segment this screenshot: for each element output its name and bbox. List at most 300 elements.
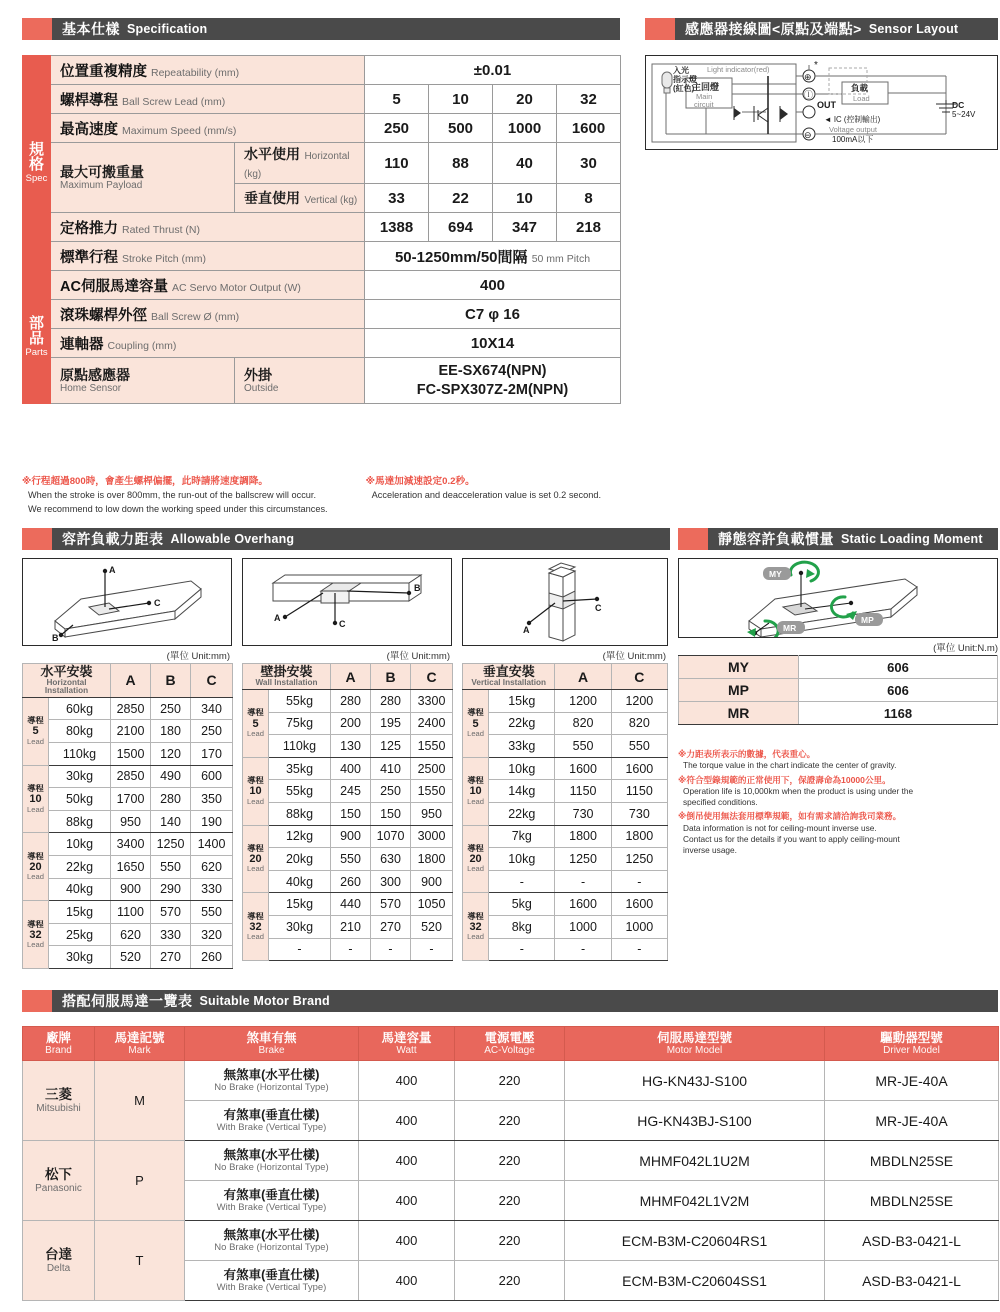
- header-col-a: A: [111, 664, 151, 698]
- table-overhang-vertical: [462, 663, 668, 961]
- cell-a: 520: [111, 946, 151, 969]
- cell-load: 75kg: [269, 712, 331, 735]
- brake-cell: [185, 1261, 359, 1301]
- header-en: Brand: [45, 1044, 72, 1056]
- value-lead-3: 32: [557, 85, 621, 114]
- label-light-indicator-cn1: 入光: [673, 66, 689, 75]
- watt-cell: 400: [359, 1061, 455, 1101]
- table-row: [23, 56, 621, 85]
- table-row: [243, 780, 453, 803]
- table-row: [23, 878, 233, 901]
- label-ic: ◄ IC (控制輸出): [824, 115, 881, 124]
- table-header-row: [23, 664, 233, 698]
- section-header-sensor-layout: [645, 18, 998, 40]
- group-label-parts-cn: 部品: [28, 314, 44, 347]
- section-header-specification: [22, 18, 620, 40]
- table-row: [463, 712, 668, 735]
- lead-cn: 導程: [27, 919, 44, 929]
- label-plus: ⊕: [804, 72, 812, 82]
- cell-load: 35kg: [269, 757, 331, 780]
- table-row: [243, 915, 453, 938]
- cell-b: 180: [151, 720, 191, 743]
- lead-cn: 導程: [247, 776, 264, 786]
- table-row: [23, 358, 621, 404]
- value-payload-v-2: 10: [493, 184, 557, 213]
- cell-load: 22kg: [49, 856, 111, 879]
- group-label-spec-en: Spec: [25, 173, 48, 185]
- cell-a: -: [555, 870, 611, 893]
- driver-model-cell: ASD-B3-0421-L: [825, 1221, 999, 1261]
- cell-a: 1650: [111, 856, 151, 879]
- value-thrust-2: 347: [493, 213, 557, 242]
- voltage-cell: 220: [455, 1261, 565, 1301]
- cell-load: 33kg: [489, 735, 555, 758]
- table-suitable-motor-brand: [22, 1026, 999, 1301]
- section-header-allowable-overhang: [22, 528, 670, 550]
- note-acceleration: [366, 475, 642, 516]
- value-speed-3: 1600: [557, 114, 621, 143]
- note-stroke-en1: When the stroke is over 800mm, the run-out of the ballscrew will occur.: [28, 490, 316, 501]
- cell-a: 2850: [111, 765, 151, 788]
- header-en: Vertical Installation: [471, 678, 547, 688]
- cell-c: 1000: [611, 915, 667, 938]
- lead-group-32: [463, 893, 489, 961]
- cell-load: 30kg: [49, 946, 111, 969]
- table-header-row: [243, 664, 453, 690]
- overhang-block-vertical: [462, 558, 668, 969]
- label-en: Ball Screw Ø (mm): [151, 310, 240, 323]
- value-coupling: 10X14: [365, 329, 621, 358]
- cell-a: 1800: [555, 825, 611, 848]
- lead-en: Lead: [467, 932, 485, 942]
- cell-b: 570: [151, 901, 191, 924]
- note-2-cn: ※符合型錄規範的正常使用下，保證壽命為10000公里。: [678, 774, 891, 785]
- unit-label-vertical: (單位 Unit:mm): [602, 651, 666, 662]
- brake-en: No Brake (Horizontal Type): [214, 1082, 329, 1094]
- section-title-cn: 靜態容許負載慣量: [718, 531, 834, 547]
- label-cn: AC伺服馬達容量: [60, 278, 168, 295]
- figure-label-a: A: [109, 565, 116, 575]
- header-col-b: B: [371, 664, 411, 690]
- accent-swatch: [22, 528, 52, 550]
- cell-b: 140: [151, 810, 191, 833]
- value-payload-h-0: 110: [365, 143, 429, 184]
- row-label-coupling: [51, 329, 365, 358]
- brake-cell: [185, 1101, 359, 1141]
- header-col-c: C: [611, 664, 667, 690]
- label-asterisk: *: [814, 60, 818, 71]
- row-label-home-sensor: [51, 358, 235, 404]
- group-label-spec-cn: 規格: [28, 140, 44, 173]
- value-speed-0: 250: [365, 114, 429, 143]
- watt-cell: 400: [359, 1221, 455, 1261]
- note-stroke: [22, 475, 348, 516]
- cell-load: 15kg: [489, 690, 555, 713]
- lead-en: Lead: [247, 864, 264, 874]
- table-row: [23, 242, 621, 271]
- figure-label-c: C: [595, 603, 602, 613]
- row-label-max-payload: [51, 143, 235, 213]
- lead-number: 5: [32, 725, 39, 738]
- header-cn: 垂直安裝: [482, 664, 535, 680]
- label-l: ⓛ: [804, 90, 814, 100]
- lead-number: 10: [29, 793, 42, 806]
- cell-a: 260: [331, 870, 371, 893]
- table-row: [463, 870, 668, 893]
- section-title-bar: [675, 18, 998, 40]
- cell-a: 440: [331, 893, 371, 916]
- brake-cell: [185, 1141, 359, 1181]
- section-header-static-loading-moment: [678, 528, 998, 550]
- cell-load: 5kg: [489, 893, 555, 916]
- lead-group-32: [23, 901, 49, 969]
- watt-cell: 400: [359, 1181, 455, 1221]
- cell-c: 1550: [411, 780, 453, 803]
- table-row: [23, 143, 621, 184]
- table-row: [463, 848, 668, 871]
- cell-b: 250: [371, 780, 411, 803]
- label-dc: DC: [952, 100, 965, 110]
- lead-cn: 導程: [467, 911, 484, 921]
- cell-a: 210: [331, 915, 371, 938]
- cell-c: 950: [411, 802, 453, 825]
- cell-a: 2850: [111, 697, 151, 720]
- value-motor-output: 400: [365, 271, 621, 300]
- value-lead-0: 5: [365, 85, 429, 114]
- lead-en: Lead: [247, 796, 264, 806]
- header-cn: 廠牌: [45, 1030, 71, 1045]
- moment-key-mr: MR: [679, 702, 799, 725]
- table-row: [463, 915, 668, 938]
- brand-cell-delta: [23, 1221, 95, 1301]
- cell-load: 25kg: [49, 923, 111, 946]
- lead-cn: 導程: [247, 843, 264, 853]
- label-light-indicator-cn2: 指示燈: [673, 75, 697, 84]
- table-header-row: [463, 664, 668, 690]
- header-cn: 伺服馬達型號: [656, 1030, 732, 1045]
- cell-a: 130: [331, 735, 371, 758]
- brand-en: Delta: [46, 1262, 71, 1274]
- cell-b: 195: [371, 712, 411, 735]
- brand-en: Mitsubishi: [36, 1102, 81, 1114]
- label-en: Horizontal (kg): [244, 151, 350, 180]
- figure-label-c: C: [154, 598, 161, 608]
- sensor-diagram-svg: [646, 56, 997, 149]
- lead-group-10: [463, 757, 489, 825]
- note-3-cn: ※倒吊使用無法套用標準規範，如有需求請洽詢我司業務。: [678, 811, 902, 822]
- header-cn: 壁掛安裝: [260, 664, 313, 680]
- brake-cell: [185, 1181, 359, 1221]
- motor-model-cell: HG-KN43BJ-S100: [565, 1101, 825, 1141]
- header-en: Mark: [128, 1044, 151, 1056]
- accent-swatch: [645, 18, 675, 40]
- section-title-bar: [52, 990, 998, 1012]
- cell-a: 900: [331, 825, 371, 848]
- group-label-parts: [23, 271, 51, 404]
- stroke-sub: 50 mm Pitch: [531, 252, 591, 265]
- cell-b: 550: [151, 856, 191, 879]
- table-row: [463, 893, 668, 916]
- cell-c: 1400: [191, 833, 233, 856]
- cell-c: 3000: [411, 825, 453, 848]
- note-3-en-1: Contact us for the details if you want to apply ceiling-mount: [683, 834, 900, 845]
- cell-b: 570: [371, 893, 411, 916]
- cell-a: 1600: [555, 757, 611, 780]
- group-label-parts-en: Parts: [25, 347, 48, 359]
- cell-c: -: [411, 938, 453, 961]
- header-install-type-vertical: [463, 664, 555, 690]
- header-en: AC-Voltage: [484, 1044, 535, 1056]
- label-en: Repeatability (mm): [151, 66, 240, 79]
- value-home-sensor: [365, 358, 621, 404]
- header-en: Wall Installation: [255, 678, 318, 688]
- cell-load: 55kg: [269, 690, 331, 713]
- lead-group-20: [243, 825, 269, 893]
- value-ball-screw-dia: C7 φ 16: [365, 300, 621, 329]
- cell-load: 40kg: [269, 870, 331, 893]
- table-row: [243, 893, 453, 916]
- section-title-en: Sensor Layout: [868, 22, 959, 36]
- cell-b: 490: [151, 765, 191, 788]
- lead-en: Lead: [467, 728, 485, 738]
- cell-a: 3400: [111, 833, 151, 856]
- label-light-indicator-cn3: (紅色): [673, 84, 695, 93]
- cell-c: 1600: [611, 893, 667, 916]
- row-label-ball-screw-dia: [51, 300, 365, 329]
- header-en: Motor Model: [666, 1044, 723, 1056]
- cell-c: 260: [191, 946, 233, 969]
- table-row: [243, 870, 453, 893]
- table-overhang-wall: [242, 663, 453, 961]
- header-col-b: B: [151, 664, 191, 698]
- specification-notes: [22, 475, 642, 516]
- unit-label-static-moment: (單位 Unit:N.m): [933, 643, 998, 654]
- section-title-cn: 感應器接線圖<原點及端點>: [685, 21, 862, 37]
- label-cn: 標準行程: [60, 249, 118, 266]
- lead-number: 20: [469, 853, 482, 866]
- cell-c: 1800: [611, 825, 667, 848]
- cell-c: 190: [191, 810, 233, 833]
- cell-a: -: [331, 938, 371, 961]
- value-lead-1: 10: [429, 85, 493, 114]
- voltage-cell: 220: [455, 1061, 565, 1101]
- brake-cn: 有煞車(垂直仕樣): [223, 1187, 320, 1202]
- table-row: [243, 825, 453, 848]
- value-payload-h-1: 88: [429, 143, 493, 184]
- table-row: [23, 765, 233, 788]
- watt-cell: 400: [359, 1261, 455, 1301]
- lead-number: 32: [249, 920, 262, 933]
- table-row: [243, 690, 453, 713]
- cell-b: 1250: [151, 833, 191, 856]
- header-voltage: [455, 1027, 565, 1061]
- label-dc-value: 5~24V: [952, 110, 976, 119]
- overhang-tables-area: [22, 558, 672, 969]
- cell-b: 630: [371, 848, 411, 871]
- cell-load: -: [489, 870, 555, 893]
- header-brand: [23, 1027, 95, 1061]
- cell-a: 620: [111, 923, 151, 946]
- header-cn: 馬達容量: [381, 1030, 432, 1045]
- brake-en: With Brake (Vertical Type): [216, 1202, 327, 1214]
- cell-load: 80kg: [49, 720, 111, 743]
- overhang-block-horizontal: [22, 558, 232, 969]
- voltage-cell: 220: [455, 1141, 565, 1181]
- cell-load: 15kg: [269, 893, 331, 916]
- cell-load: 12kg: [269, 825, 331, 848]
- home-sensor-line1: EE-SX674(NPN): [438, 363, 547, 380]
- value-speed-2: 1000: [493, 114, 557, 143]
- motor-model-cell: ECM-B3M-C20604RS1: [565, 1221, 825, 1261]
- note-stroke-cn: ※行程超過800時，會產生螺桿偏擺，此時請將速度調降。: [22, 476, 268, 487]
- driver-model-cell: MR-JE-40A: [825, 1101, 999, 1141]
- cell-a: 820: [555, 712, 611, 735]
- accent-swatch: [22, 18, 52, 40]
- figure-static-loading-moment: [678, 558, 998, 638]
- cell-load: -: [489, 938, 555, 961]
- lead-cn: 導程: [467, 776, 484, 786]
- cell-b: 125: [371, 735, 411, 758]
- lead-cn: 導程: [247, 708, 264, 718]
- label-en: Maximum Payload: [60, 179, 143, 191]
- row-label-payload-vertical: [235, 184, 365, 213]
- lead-number: 20: [249, 853, 262, 866]
- sensor-wiring-diagram: [645, 55, 998, 150]
- cell-b: 280: [151, 788, 191, 811]
- table-row: [463, 825, 668, 848]
- label-en: Coupling (mm): [107, 339, 177, 352]
- brake-cn: 有煞車(垂直仕樣): [223, 1107, 320, 1122]
- section-header-suitable-motor-brand: [22, 990, 998, 1012]
- lead-en: Lead: [27, 940, 44, 950]
- table-overhang-horizontal: [22, 663, 233, 969]
- voltage-cell: 220: [455, 1221, 565, 1261]
- cell-c: 820: [611, 712, 667, 735]
- brake-cn: 有煞車(垂直仕樣): [223, 1267, 320, 1282]
- figure-horizontal-installation: [22, 558, 232, 646]
- note-3-en-2: inverse usage.: [683, 845, 737, 856]
- table-row: [23, 810, 233, 833]
- cell-b: 290: [151, 878, 191, 901]
- cell-load: 22kg: [489, 712, 555, 735]
- brake-en: With Brake (Vertical Type): [216, 1122, 327, 1134]
- brake-cell: [185, 1221, 359, 1261]
- cell-a: 200: [331, 712, 371, 735]
- label-cn: 滾珠螺桿外徑: [60, 307, 147, 324]
- unit-label-wall: (單位 Unit:mm): [386, 651, 450, 662]
- table-row: [23, 697, 233, 720]
- cell-load: 8kg: [489, 915, 555, 938]
- cell-a: 1200: [555, 690, 611, 713]
- cell-load: 10kg: [489, 757, 555, 780]
- motor-model-cell: ECM-B3M-C20604SS1: [565, 1261, 825, 1301]
- cell-c: 350: [191, 788, 233, 811]
- cell-a: 1250: [555, 848, 611, 871]
- section-title-cn: 容許負載力距表: [62, 531, 164, 547]
- driver-model-cell: MBDLN25SE: [825, 1181, 999, 1221]
- cell-load: 14kg: [489, 780, 555, 803]
- label-en: AC Servo Motor Output (W): [171, 281, 301, 294]
- table-row: [23, 833, 233, 856]
- cell-load: 60kg: [49, 697, 111, 720]
- unit-label-horizontal: (單位 Unit:mm): [166, 651, 230, 662]
- cell-c: 2500: [411, 757, 453, 780]
- value-payload-h-2: 40: [493, 143, 557, 184]
- label-voltage-output-cn: 100mA以下: [832, 135, 874, 144]
- cell-load: 10kg: [49, 833, 111, 856]
- brand-cn: 松下: [45, 1166, 72, 1182]
- cell-c: -: [611, 870, 667, 893]
- cell-a: 1150: [555, 780, 611, 803]
- table-row: [23, 923, 233, 946]
- cell-load: 88kg: [49, 810, 111, 833]
- label-en: Outside: [244, 382, 279, 394]
- header-col-c: C: [191, 664, 233, 698]
- figure-label-b: B: [52, 633, 59, 643]
- motor-model-cell: HG-KN43J-S100: [565, 1061, 825, 1101]
- cell-c: 330: [191, 878, 233, 901]
- header-motor-model: [565, 1027, 825, 1061]
- row-label-payload-horizontal: [235, 143, 365, 184]
- moment-label-my: [763, 567, 791, 580]
- lead-number: 5: [252, 717, 259, 730]
- header-brake: [185, 1027, 359, 1061]
- header-en: Driver Model: [883, 1044, 940, 1056]
- cell-a: 1100: [111, 901, 151, 924]
- label-out: OUT: [817, 100, 836, 110]
- brand-en: Panasonic: [35, 1182, 82, 1194]
- note-accel-cn: ※馬達加減速設定0.2秒。: [365, 476, 475, 487]
- header-install-type-wall: [243, 664, 331, 690]
- value-thrust-3: 218: [557, 213, 621, 242]
- label-en: Vertical (kg): [304, 195, 358, 206]
- mark-cell-delta: T: [95, 1221, 185, 1301]
- row-label-motor-output: [51, 271, 365, 300]
- row-label-ball-screw-lead: [51, 85, 365, 114]
- brand-cn: 台達: [45, 1246, 72, 1262]
- section-title-bar: [52, 528, 670, 550]
- cell-c: 1150: [611, 780, 667, 803]
- table-row: [23, 1221, 999, 1261]
- moment-value-mr: 1168: [799, 702, 998, 725]
- lead-cn: 導程: [247, 911, 264, 921]
- header-watt: [359, 1027, 455, 1061]
- row-label-stroke-pitch: [51, 242, 365, 271]
- lead-cn: 導程: [467, 843, 484, 853]
- cell-b: 250: [151, 697, 191, 720]
- cell-load: 110kg: [49, 743, 111, 766]
- note-1-en-0: The torque value in the chart indicate the center of gravity.: [683, 760, 897, 771]
- moment-value-my: 606: [799, 656, 998, 679]
- cell-a: 1700: [111, 788, 151, 811]
- cell-a: 900: [111, 878, 151, 901]
- cell-a: 550: [331, 848, 371, 871]
- voltage-cell: 220: [455, 1101, 565, 1141]
- label-load-en: Load: [853, 94, 870, 103]
- cell-c: -: [611, 938, 667, 961]
- cell-c: 3300: [411, 690, 453, 713]
- table-row: [23, 901, 233, 924]
- moment-key-my: MY: [679, 656, 799, 679]
- label-cn: 最高速度: [60, 121, 118, 138]
- table-row: [463, 938, 668, 961]
- lead-cn: 導程: [27, 784, 44, 794]
- cell-a: 1500: [111, 743, 151, 766]
- lead-number: 10: [469, 785, 482, 798]
- note-3-en-0: Data information is not for ceiling-mount inverse use.: [683, 822, 877, 833]
- brake-en: No Brake (Horizontal Type): [214, 1242, 329, 1254]
- table-row: [463, 802, 668, 825]
